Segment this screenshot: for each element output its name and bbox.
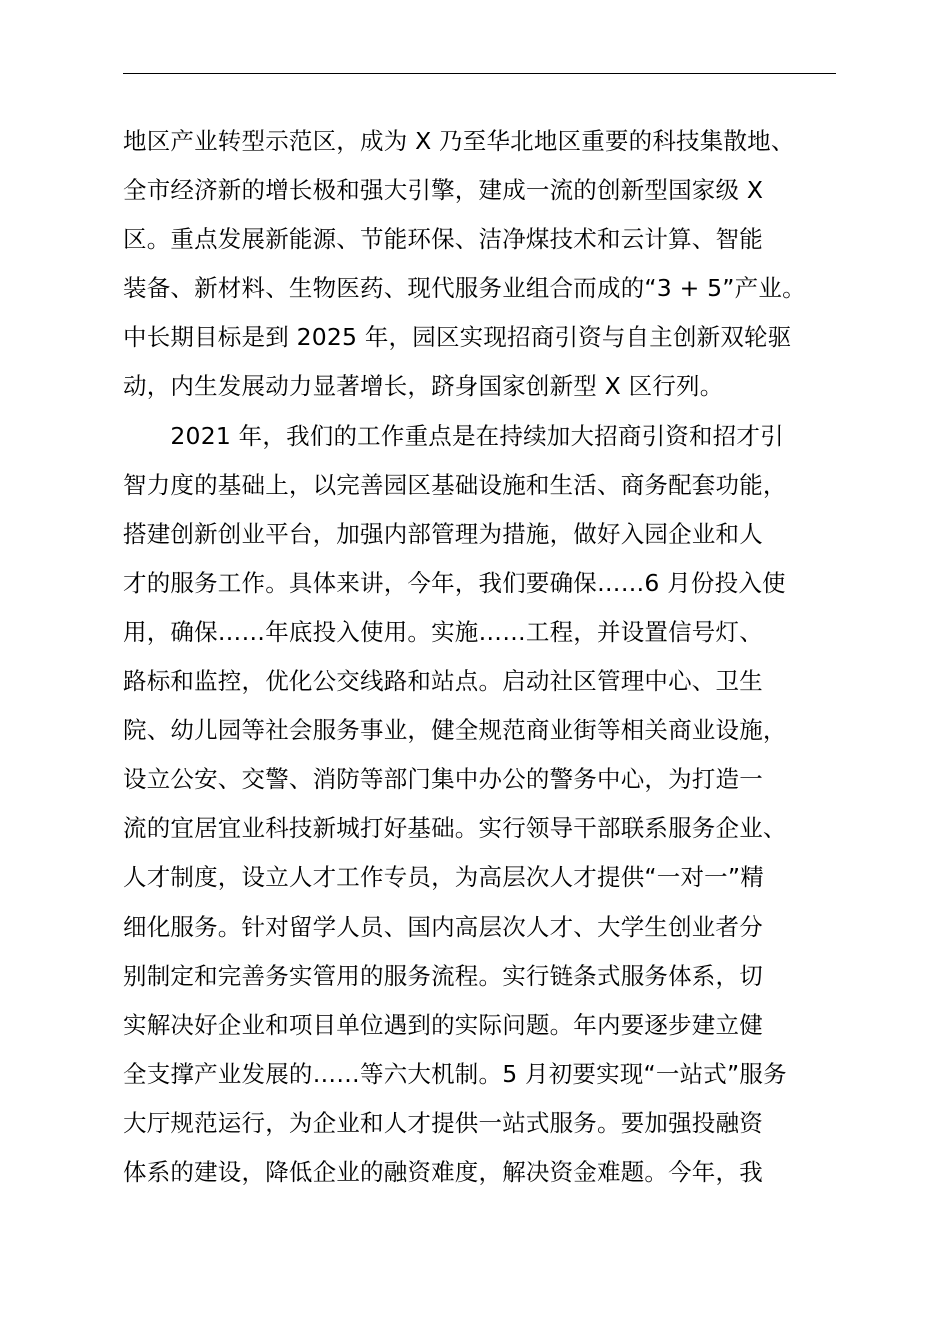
text-line: 别制定和完善务实管用的服务流程。实行链条式服务体系，切 [123, 961, 763, 990]
text-line: 大厅规范运行，为企业和人才提供一站式服务。要加强投融资 [123, 1108, 763, 1137]
text-line: 地区产业转型示范区，成为 X 乃至华北地区重要的科技集散地、 [123, 127, 795, 155]
text-line: 设立公安、交警、消防等部门集中办公的警务中心，为打造一 [123, 765, 763, 794]
text-line: 中长期目标是到 2025 年，园区实现招商引资与自主创新双轮驱 [123, 323, 792, 352]
text-line: 动，内生发展动力显著增长，跻身国家创新型 X 区行列。 [123, 372, 724, 401]
text-line: 实解决好企业和项目单位遇到的实际问题。年内要逐步建立健 [123, 1010, 763, 1039]
text-line: 用，确保……年底投入使用。实施……工程，并设置信号灯、 [123, 617, 763, 646]
text-line: 流的宜居宜业科技新城打好基础。实行领导干部联系服务企业、 [123, 814, 787, 843]
text-line: 细化服务。针对留学人员、国内高层次人才、大学生创业者分 [123, 912, 763, 941]
text-line: 路标和监控，优化公交线路和站点。启动社区管理中心、卫生 [123, 667, 763, 696]
text-line: 体系的建设，降低企业的融资难度，解决资金难题。今年，我 [123, 1157, 763, 1186]
text-line: 全市经济新的增长极和强大引擎，建成一流的创新型国家级 X [123, 176, 764, 205]
text-line: 人才制度，设立人才工作专员，为高层次人才提供“一对一”精 [123, 863, 764, 892]
text-line: 才的服务工作。具体来讲，今年，我们要确保……6 月份投入使 [123, 568, 786, 597]
text-line: 全支撑产业发展的……等六大机制。5 月初要实现“一站式”服务 [123, 1059, 787, 1088]
body-text [123, 117, 863, 1197]
paragraph-start-line: 2021 年，我们的工作重点是在持续加大招商引资和招才引 [123, 421, 784, 450]
header-rule [123, 73, 836, 74]
text-line: 装备、新材料、生物医药、现代服务业组合而成的“3 + 5”产业。 [123, 274, 806, 303]
text-line: 智力度的基础上，以完善园区基础设施和生活、商务配套功能， [123, 470, 787, 499]
text-line: 院、幼儿园等社会服务事业，健全规范商业街等相关商业设施， [123, 716, 787, 745]
text-line: 搭建创新创业平台，加强内部管理为措施，做好入园企业和人 [123, 519, 763, 548]
text-line: 区。重点发展新能源、节能环保、洁净煤技术和云计算、智能 [123, 225, 763, 254]
